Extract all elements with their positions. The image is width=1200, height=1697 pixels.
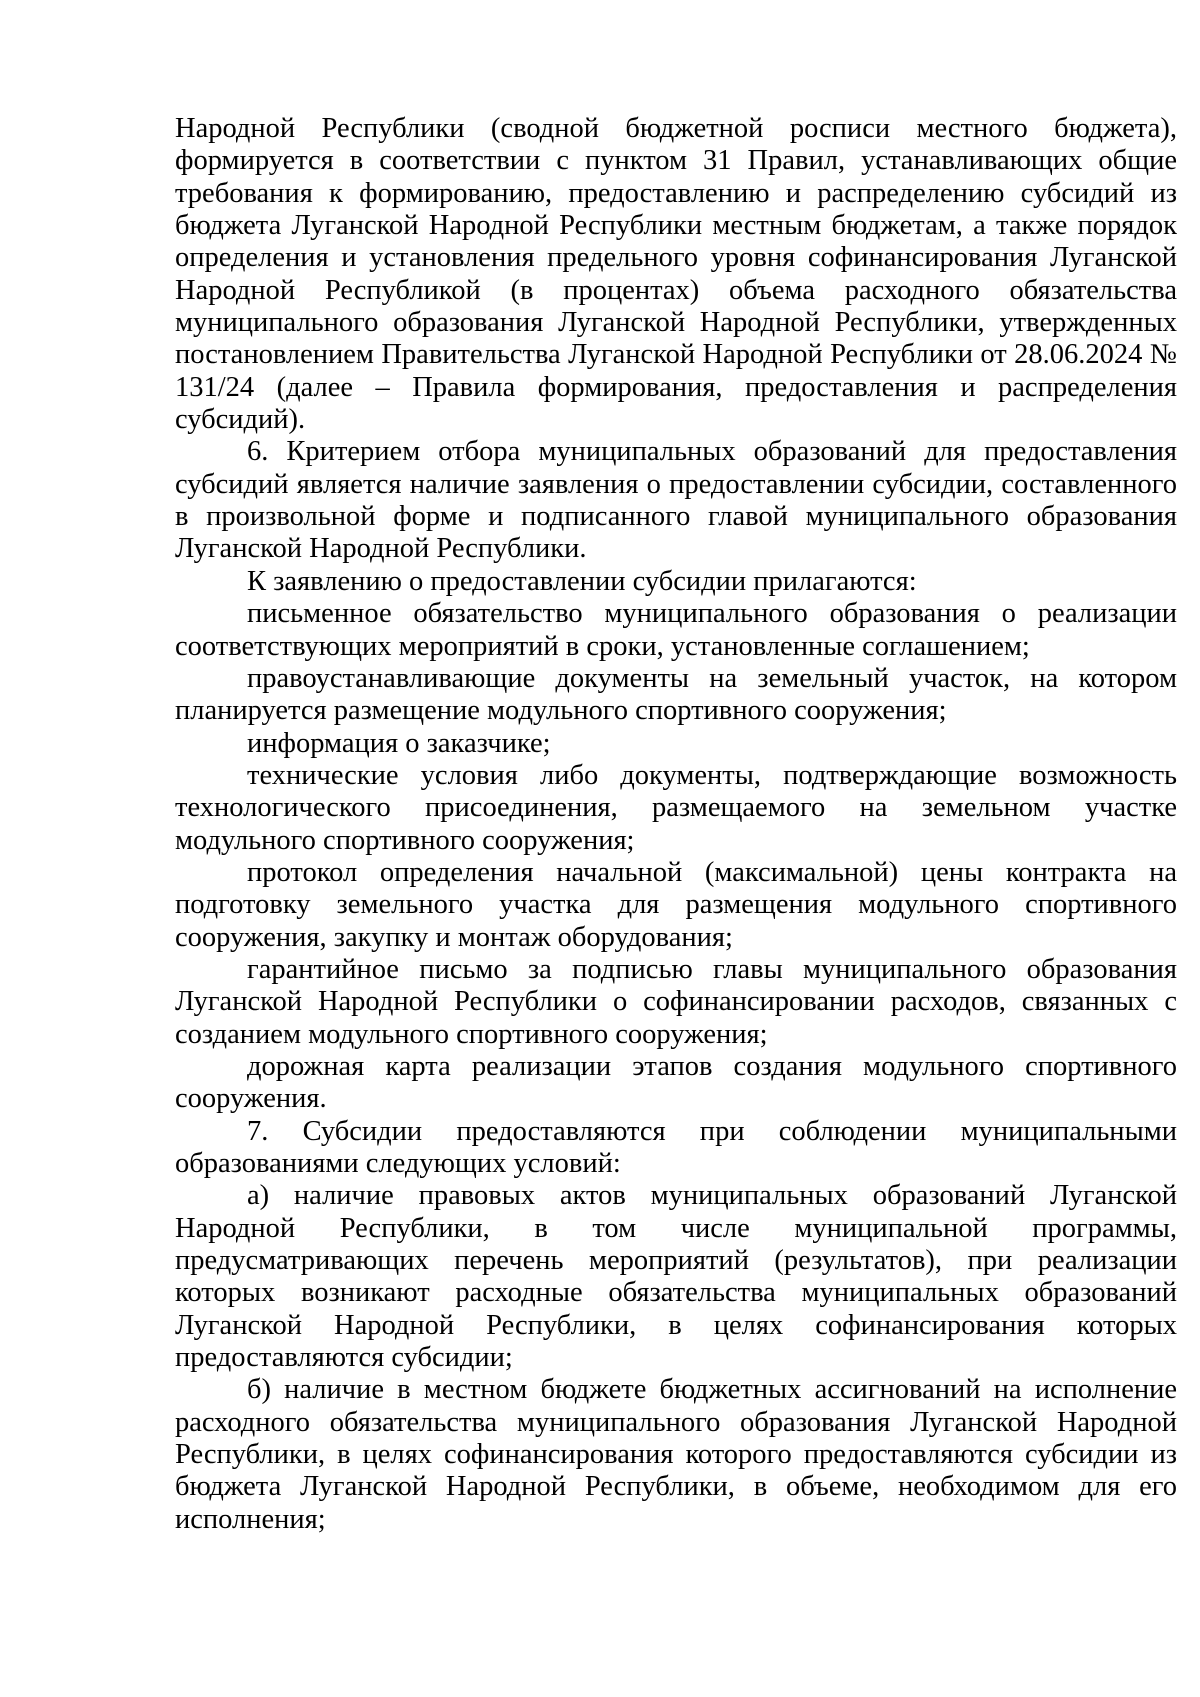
paragraph-attachment-guarantee-letter: гарантийное письмо за подписью главы муниципального образования Луганской Народной Республики о софинансировании расходов, связанных с созданием модульного спортивного сооружения; (175, 953, 1177, 1050)
paragraph-continuation-rules: Народной Республики (сводной бюджетной росписи местного бюджета), формируется в соответствии с пунктом 31 Правил, устанавливающих общие требования к формированию, предоставлению и распределению субсидий из бюджета Луганской Народной Республики местным бюджетам, а также порядок определения и установления предельного уровня софинансирования Луганской Народной Республикой (в процентах) объема расходного обязательства муниципального образования Луганской Народной Республики, утвержденных постановлением Правительства Луганской Народной Республики от 28.06.2024 № 131/24 (далее – Правила формирования, предоставления и распределения субсидий). (175, 113, 1177, 436)
paragraph-attachments-intro: К заявлению о предоставлении субсидии прилагаются: (247, 565, 917, 597)
paragraph-attachment-price-protocol: протокол определения начальной (максимальной) цены контракта на подготовку земельного участка для размещения модульного спортивного сооружения, закупку и монтаж оборудования; (175, 856, 1177, 953)
paragraph-attachment-obligation: письменное обязательство муниципального образования о реализации соответствующих мероприятий в сроки, установленные соглашением; (175, 598, 1177, 662)
paragraph-attachment-land-documents: правоустанавливающие документы на земельный участок, на котором планируется размещение модульного спортивного сооружения; (175, 662, 1177, 727)
paragraph-item-6-criterion: 6. Критерием отбора муниципальных образований для предоставления субсидий является наличие заявления о предоставлении субсидии, составленного в произвольной форме и подписанного главой муниципального образования Луганской Народной Республики. (175, 436, 1177, 565)
paragraph-item-7-conditions: 7. Субсидии предоставляются при соблюдении муниципальными образованиями следующих условий: (175, 1115, 1177, 1179)
paragraph-condition-b: б) наличие в местном бюджете бюджетных ассигнований на исполнение расходного обязательства муниципального образования Луганской Народной Республики, в целях софинансирования которого предоставляются субсидии из бюджета Луганской Народной Республики, в объеме, необходимом для его исполнения; (175, 1374, 1177, 1535)
paragraph-attachment-roadmap: дорожная карта реализации этапов создания модульного спортивного сооружения. (175, 1050, 1177, 1115)
document-body (175, 113, 1177, 1536)
paragraph-condition-a: а) наличие правовых актов муниципальных образований Луганской Народной Республики, в том числе муниципальной программы, предусматривающих перечень мероприятий (результатов), при реализации которых возникают расходные обязательства муниципальных образований Луганской Народной Республики, в целях софинансирования которых предоставляются субсидии; (175, 1180, 1177, 1374)
paragraph-attachment-customer-info: информация о заказчике; (247, 727, 551, 759)
paragraph-attachment-technical-conditions: технические условия либо документы, подтверждающие возможность технологического присоединения, размещаемого на земельном участке модульного спортивного сооружения; (175, 759, 1177, 856)
